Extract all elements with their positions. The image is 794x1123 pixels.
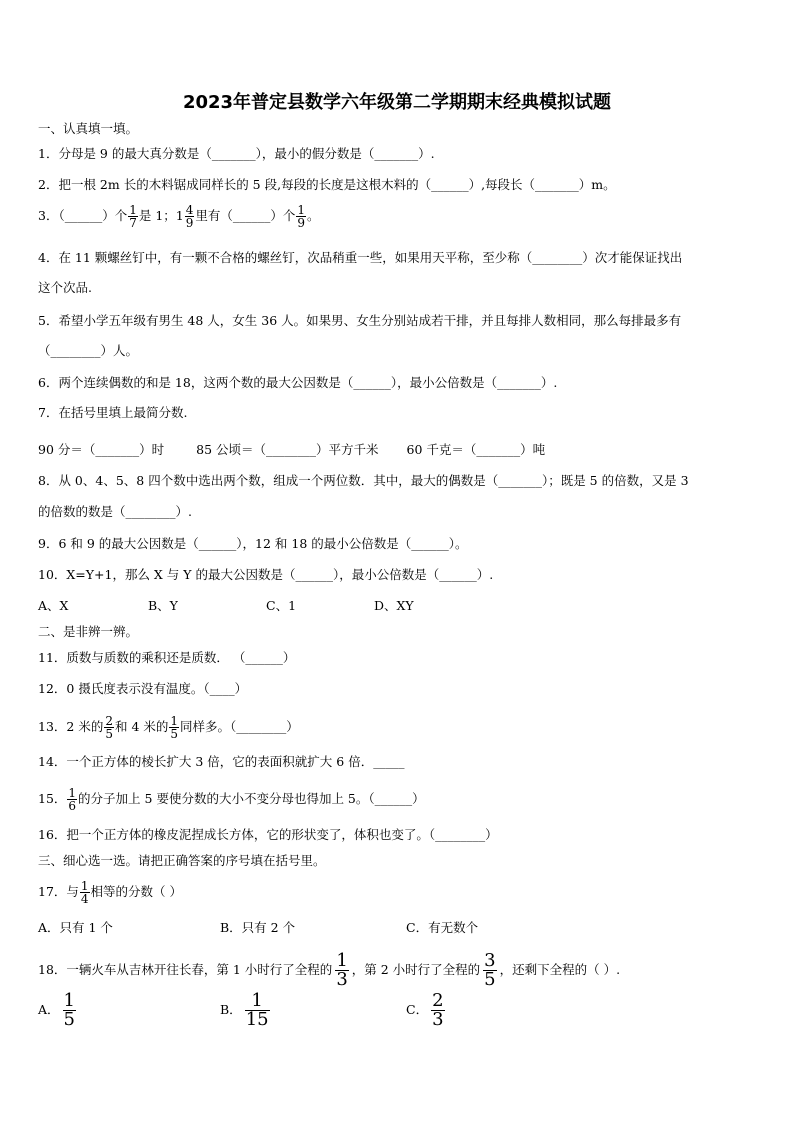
fraction-1-6: $\frac{1}{6}$ [68,786,77,813]
question-3 [38,204,320,229]
question-10: 10．X=Y+1，那么 X 与 Y 的最大公因数是（______），最小公倍数是（______）. [38,567,494,582]
option-a: A． $\frac{1}{5}$ [38,990,75,1030]
question-16: 16．把一个正方体的橡皮泥捏成长方体，它的形状变了，体积也变了。（________） [38,827,498,842]
fraction-4-9: $\frac{4}{9}$ [185,203,194,230]
question-5-line-1: 5．希望小学五年级有男生 48 人，女生 36 人。如果男、女生分别站成若干排，并且每排人数相同，那么每排最多有 [38,313,682,328]
question-18 [38,952,620,989]
question-3-text-a: 3．（______）个 [38,208,128,223]
question-5-line-2: （________）人。 [38,343,139,358]
question-10-options [38,597,414,615]
question-13-text-a: 13．2 米的 [38,719,104,734]
section-2-heading: 二、是非辨一辨。 [38,624,139,639]
question-2: 2．把一根 2m 长的木料锯成同样长的 5 段,每段的长度是这根木料的（______）,每段长（_______）m。 [38,177,616,192]
option-c: C． $\frac{2}{3}$ [406,990,444,1030]
option-a: A、X [38,598,69,613]
question-7: 7．在括号里填上最简分数. [38,405,188,420]
question-1: 1．分母是 9 的最大真分数是（_______），最小的假分数是（_______）. [38,146,435,161]
fraction-2-3: $\frac{2}{3}$ [432,990,444,1030]
question-13-text-b: 和 4 米的 [114,719,169,734]
section-1-heading: 一、认真填一填。 [38,121,139,136]
section-3-heading: 三、细心选一选。请把正确答案的序号填在括号里。 [38,853,326,868]
question-4-line-2: 这个次品. [38,280,92,295]
fraction-1-5: $\frac{1}{5}$ [170,714,179,741]
question-9: 9．6 和 9 的最大公因数是（______），12 和 18 的最小公倍数是（______）。 [38,536,468,551]
fraction-1-4: $\frac{1}{4}$ [80,879,89,906]
question-3-text-c: 里有（______）个 [195,208,296,223]
question-8-line-1: 8．从 0、4、5、8 四个数中选出两个数，组成一个两位数．其中，最大的偶数是（_______）；既是 5 的倍数，又是 3 [38,473,689,488]
fraction-2-5: $\frac{2}{5}$ [105,714,113,741]
question-17-text-a: 17．与 [38,884,79,899]
fraction-1-5: $\frac{1}{5}$ [63,990,75,1030]
option-d: D、XY [374,598,414,613]
question-17-options [38,919,478,937]
question-17-text-b: 相等的分数（ ） [90,884,183,899]
fraction-1-15: $\frac{1}{15}$ [245,990,269,1030]
question-7-item-c: 60 千克＝（_______）吨 [406,442,546,457]
option-c: C、1 [266,598,297,613]
question-18-text-b: ，第 2 小时行了全程的 [351,962,481,977]
question-7-item-b: 85 公顷＝（________）平方千米 [196,442,379,457]
question-18-text-c: ，还剩下全程的（ ）. [499,962,621,977]
question-18-options [38,992,448,1029]
question-7-item-a: 90 分＝（_______）时 [38,442,165,457]
fraction-1-7: $\frac{1}{7}$ [129,203,137,230]
question-15-text-a: 15． [38,791,67,806]
option-b: B．只有 2 个 [220,920,296,935]
question-15-text-b: 的分子加上 5 要使分数的大小不变分母也得加上 5。（______） [78,791,425,806]
option-b: B、Y [148,598,178,613]
option-c: C．有无数个 [406,920,479,935]
question-7-items [38,441,545,459]
question-14: 14．一个正方体的棱长扩大 3 倍，它的表面积就扩大 6 倍．_____ [38,754,405,769]
question-12: 12．0 摄氏度表示没有温度。（____） [38,681,248,696]
question-13 [38,715,299,740]
question-11: 11．质数与质数的乘积还是质数． （______） [38,650,296,665]
fraction-1-3: $\frac{1}{3}$ [336,950,348,990]
fraction-1-9: $\frac{1}{9}$ [297,203,306,230]
question-6: 6．两个连续偶数的和是 18，这两个数的最大公因数是（______），最小公倍数是（_______）. [38,375,558,390]
option-b: B． $\frac{1}{15}$ [220,990,269,1030]
question-3-text-d: 。 [307,208,320,223]
question-18-text-a: 18．一辆火车从吉林开往长春，第 1 小时行了全程的 [38,962,333,977]
question-3-text-b: 是 1；1 [138,208,184,223]
option-a: A．只有 1 个 [38,920,113,935]
question-15 [38,787,425,812]
fraction-3-5: $\frac{3}{5}$ [484,950,496,990]
question-17 [38,880,182,905]
question-8-line-2: 的倍数的数是（________）. [38,504,192,519]
question-13-text-c: 同样多。（________） [180,719,299,734]
question-4-line-1: 4．在 11 颗螺丝钉中，有一颗不合格的螺丝钉，次品稍重一些，如果用天平称，至少称（________）次才能保证找出 [38,250,683,265]
page-title: 2023年普定县数学六年级第二学期期末经典模拟试题 [182,92,612,113]
